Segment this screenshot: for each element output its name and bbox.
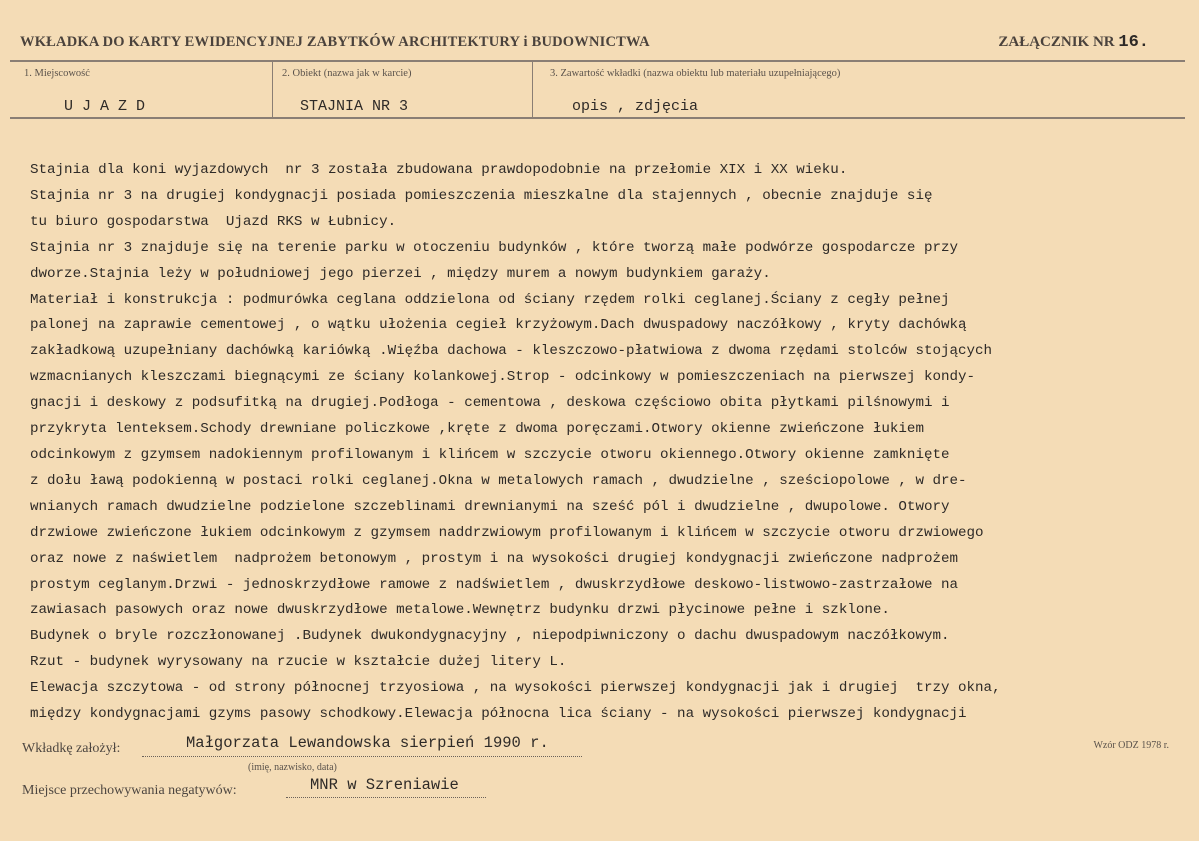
negatives-label: Miejsce przechowywania negatywów:	[22, 783, 237, 798]
form-title: WKŁADKA DO KARTY EWIDENCYJNEJ ZABYTKÓW ARCHITEKTURY i BUDOWNICTWA	[20, 34, 650, 50]
text-line: dworze.Stajnia leży w południowej jego pierzei , między murem a nowym budynkiem garaży.	[30, 265, 771, 282]
annex-header	[998, 33, 1149, 52]
text-line: tu biuro gospodarstwa Ujazd RKS w Łubnicy.	[30, 213, 397, 230]
field-divider	[272, 62, 273, 117]
place-label: 1. Miejscowość	[24, 68, 90, 79]
field-divider	[532, 62, 533, 117]
text-line: przykryta lenteksem.Schody drewniane policzkowe ,kręte z dwoma poręczami.Otwory okienne zwieńczone łukiem	[30, 421, 924, 438]
place-value: UJAZD	[64, 98, 155, 115]
top-rule	[10, 60, 1185, 62]
author-dotted-line	[142, 756, 582, 757]
text-line: Elewacja szczytowa - od strony północnej trzyosiowa , na wysokości pierwszej kondygnacji jak i drugiej trzy okna,	[30, 680, 1001, 697]
text-line: Stajnia nr 3 na drugiej kondygnacji posiada pomieszczenia mieszkalne dla stajennych , obecnie znajduje się	[30, 187, 933, 204]
text-line: Rzut - budynek wyrysowany na rzucie w kształcie dużej litery L.	[30, 654, 567, 671]
text-line: wzmacnianych kleszczami biegnącymi ze ściany kolankowej.Strop - odcinkowy w pomieszczeniach na pierwszej kondy-	[30, 369, 976, 386]
text-line: drzwiowe zwieńczone łukiem odcinkowym z gzymsem naddrzwiowym profilowanym i klińcem w szczycie otworu drzwiowego	[30, 524, 984, 541]
contents-value: opis , zdjęcia	[572, 98, 699, 115]
description-text	[30, 158, 1190, 728]
text-line: Stajnia nr 3 znajduje się na terenie parku w otoczeniu budynków , które tworzą małe podwórze gospodarcze przy	[30, 239, 959, 256]
text-line: Materiał i konstrukcja : podmurówka ceglana oddzielona od ściany rzędem rolki ceglanej.Ściany z cegły pełnej	[30, 291, 950, 308]
text-line: odcinkowym z gzymsem nadokiennym profilowanym i klińcem w szczycie otworu okiennego.Otwory okienne zamknięte	[30, 446, 950, 463]
text-line: między kondygnacjami gzyms pasowy schodkowy.Elewacja północna lica ściany - na wysokości pierwszej kondygnacji	[30, 706, 967, 723]
author-label: Wkładkę założył:	[22, 741, 121, 756]
text-line: wnianych ramach dwudzielne podzielone szczeblinami drewnianymi na sześć pól i dwudzielne , dwupolowe. Otwory	[30, 498, 950, 515]
text-line: zakładkową uzupełniany dachówką kariówką .Więźba dachowa - kleszczowo-płatwiowa z dwoma rzędami stolców stojących	[30, 343, 993, 360]
text-line: z dołu ławą podokienną w postaci rolki ceglanej.Okna w metalowych ramach , dwudzielne , sześciopolowe , w dre-	[30, 472, 967, 489]
text-line: palonej na zaprawie cementowej , o wątku ułożenia cegieł krzyżowym.Dach dwuspadowy naczółkowy , kryty dachówką	[30, 317, 967, 334]
contents-label: 3. Zawartość wkładki (nazwa obiektu lub materiału uzupełniającego)	[550, 68, 841, 79]
author-value: Małgorzata Lewandowska sierpień 1990 r.	[186, 734, 549, 752]
negatives-dotted-line	[286, 797, 486, 798]
text-line: Budynek o bryle rozczłonowanej .Budynek dwukondygnacyjny , niepodpiwniczony o dachu dwuspadowym naczółkowym.	[30, 628, 950, 645]
negatives-value: MNR w Szreniawie	[310, 776, 459, 794]
text-line: prostym ceglanym.Drzwi - jednoskrzydłowe ramowe z nadświetlem , dwuskrzydłowe deskowo-listwowo-zastrzałowe na	[30, 576, 959, 593]
object-value: STAJNIA NR 3	[300, 98, 409, 115]
form-code: Wzór ODZ 1978 r.	[1093, 740, 1169, 751]
text-line: zawiasach pasowych oraz nowe dwuskrzydłowe metalowe.Wewnętrz budynku drzwi płycinowe pełne i szklone.	[30, 602, 890, 619]
bottom-rule	[10, 117, 1185, 119]
text-line: Stajnia dla koni wyjazdowych nr 3 została zbudowana prawdopodobnie na przełomie XIX i XX wieku.	[30, 162, 848, 178]
text-line: oraz nowe z naświetlem nadprożem betonowym , prostym i na wysokości drugiej kondygnacji zwieńczone nadprożem	[30, 550, 959, 567]
annex-number: 16.	[1118, 33, 1149, 52]
author-caption: (imię, nazwisko, data)	[248, 762, 337, 773]
annex-label: ZAŁĄCZNIK NR	[998, 34, 1115, 50]
object-label: 2. Obiekt (nazwa jak w karcie)	[282, 68, 412, 79]
text-line: gnacji i deskowy z podsufitką na drugiej.Podłoga - cementowa , deskowa częściowo obita płytkami pilśnowymi i	[30, 395, 950, 412]
